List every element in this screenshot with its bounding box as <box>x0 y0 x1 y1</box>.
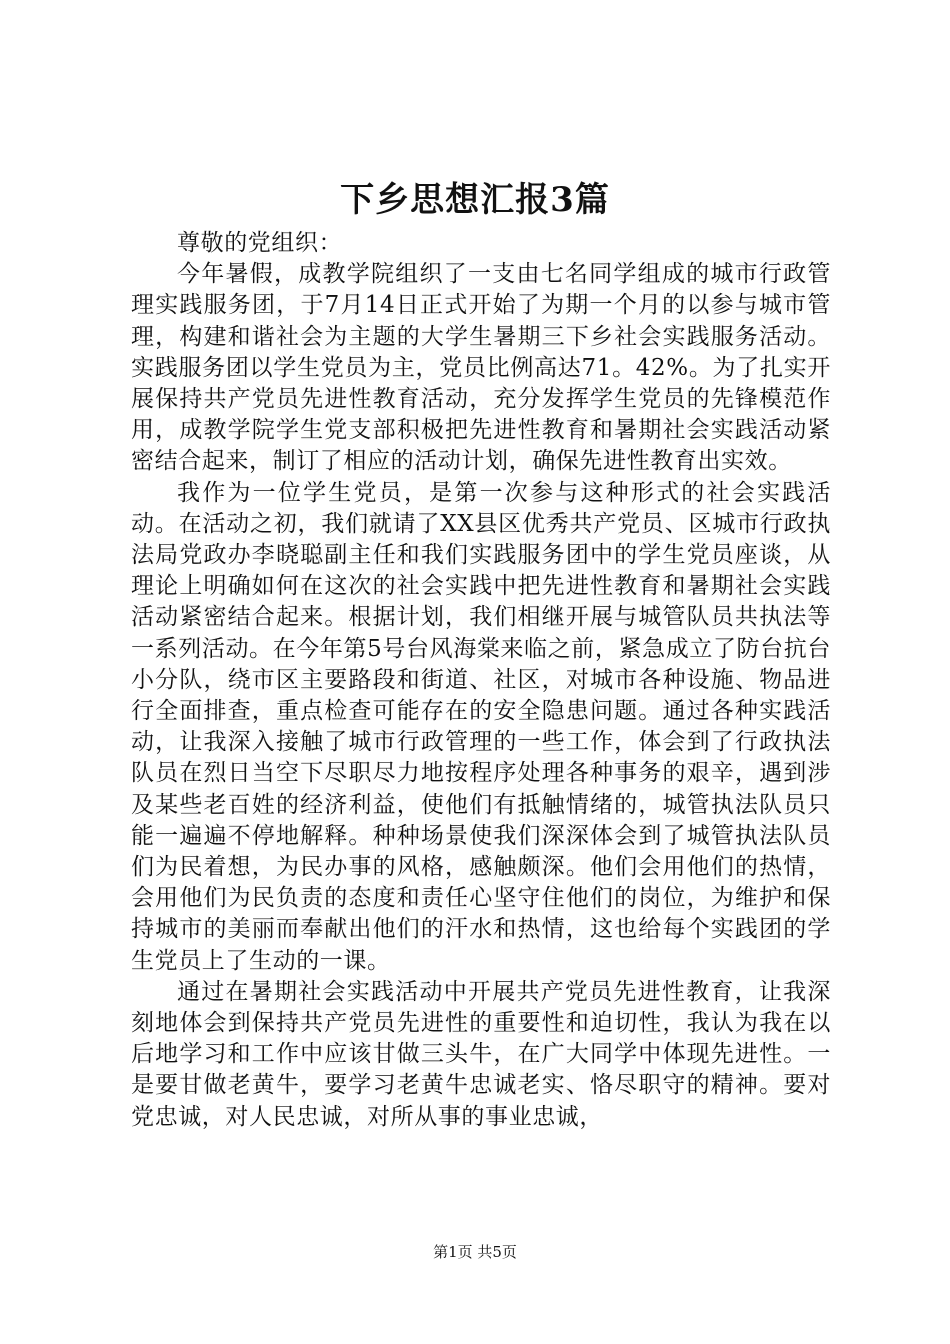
page-footer: 第1页 共5页 <box>433 1243 517 1261</box>
paragraph-1: 今年暑假，成教学院组织了一支由七名同学组成的城市行政管理实践服务团，于7月14日正式开始了为期一个月的以参与城市管理，构建和谐社会为主题的大学生暑期三下乡社会实践服务活动。实践服务团以学生党员为主，党员比例高达71。42%。为了扎实开展保持共产党员先进性教育活动，充分发挥学生党员的先锋模范作用，成教学院学生党支部积极把先进性教育和暑期社会实践活动紧密结合起来，制订了相应的活动计划，确保先进性教育出实效。 <box>131 261 831 475</box>
paragraph-3: 通过在暑期社会实践活动中开展共产党员先进性教育，让我深刻地体会到保持共产党员先进性的重要性和迫切性，我认为我在以后地学习和工作中应该甘做三头牛，在广大同学中体现先进性。一是要甘做老黄牛，要学习老黄牛忠诚老实、恪尽职守的精神。要对党忠诚，对人民忠诚，对所从事的事业忠诚， <box>131 978 831 1130</box>
document-body <box>131 228 831 1133</box>
paragraph-2: 我作为一位学生党员，是第一次参与这种形式的社会实践活动。在活动之初，我们就请了XX县区优秀共产党员、区城市行政执法局党政办李晓聪副主任和我们实践服务团中的学生党员座谈，从理论上明确如何在这次的社会实践中把先进性教育和暑期社会实践活动紧密结合起来。根据计划，我们相继开展与城管队员共执法等一系列活动。在今年第5号台风海棠来临之前，紧急成立了防台抗台小分队，绕市区主要路段和街道、社区，对城市各种设施、物品进行全面排查，重点检查可能存在的安全隐患问题。通过各种实践活动，让我深入接触了城市行政管理的一些工作，体会到了行政执法队员在烈日当空下尽职尽力地按程序处理各种事务的艰辛，遇到涉及某些老百姓的经济利益，使他们有抵触情绪的，城管执法队员只能一遍遍不停地解释。种种场景使我们深深体会到了城管执法队员们为民着想，为民办事的风格，感触颇深。他们会用他们的热情，会用他们为民负责的态度和责任心坚守住他们的岗位，为维护和保持城市的美丽而奉献出他们的汗水和热情，这也给每个实践团的学生党员上了生动的一课。 <box>131 479 831 974</box>
salutation: 尊敬的党组织： <box>177 230 343 256</box>
document-title: 下乡思想汇报3篇 <box>340 180 610 220</box>
